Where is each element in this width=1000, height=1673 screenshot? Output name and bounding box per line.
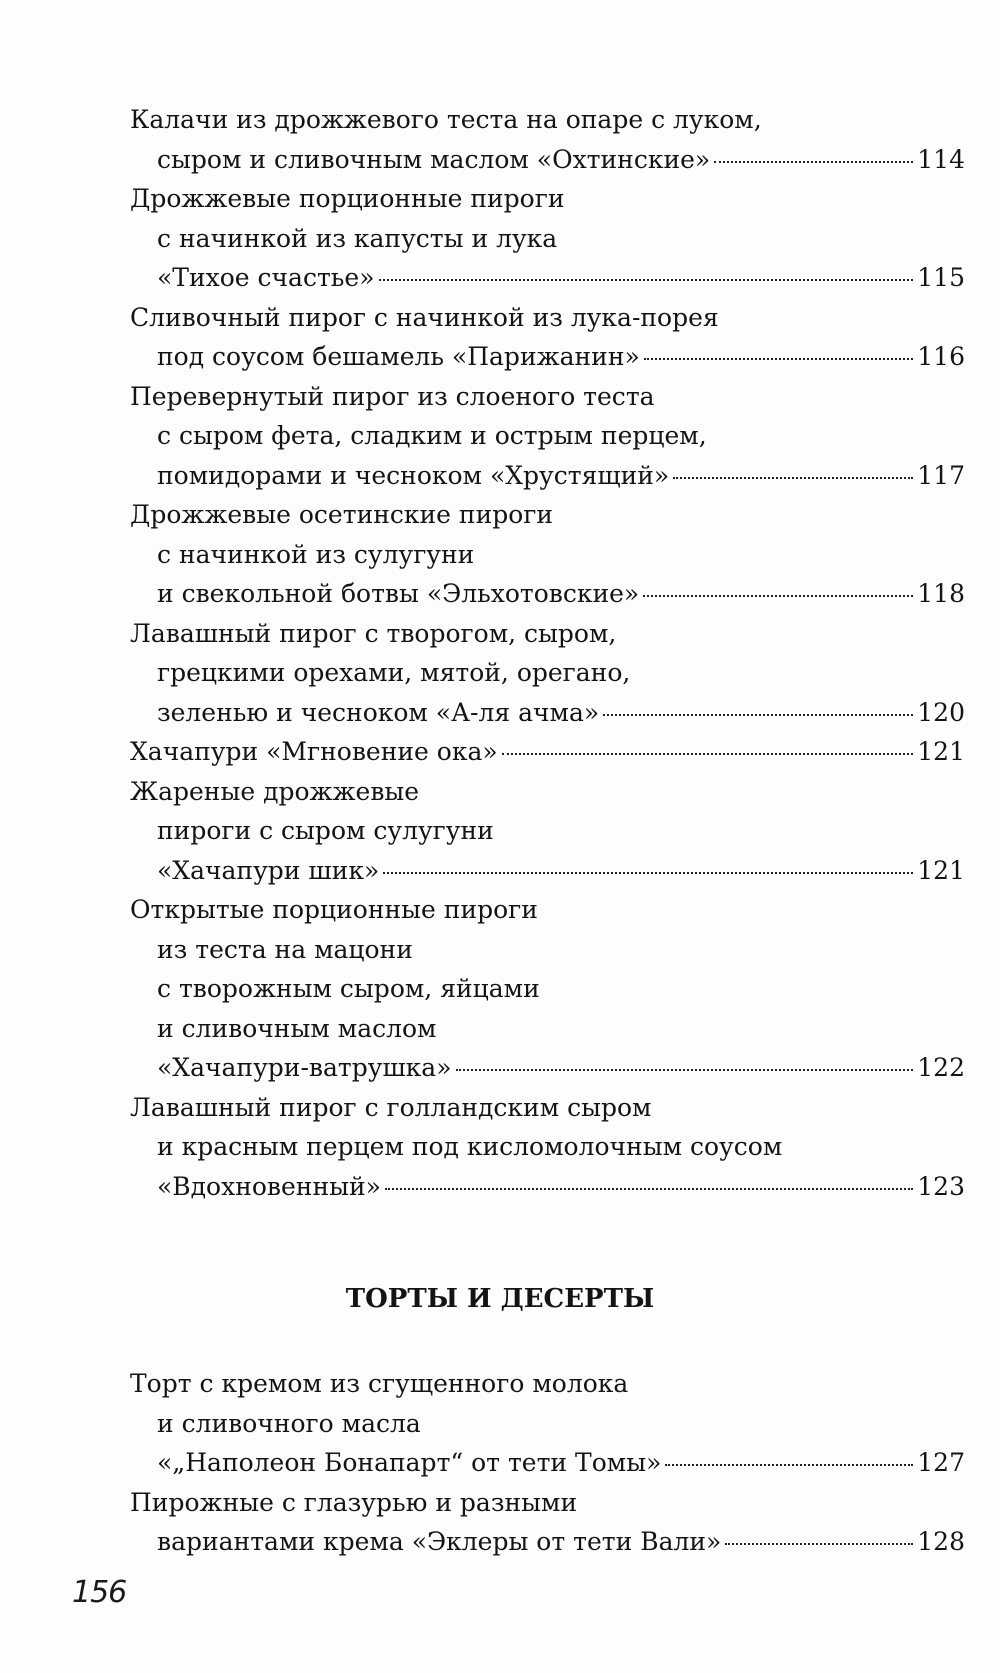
toc-entry-line: [130, 890, 965, 930]
table-of-contents-cakes: [130, 1364, 965, 1562]
table-of-contents-pies: [130, 100, 965, 1206]
toc-entry-line: [130, 100, 965, 140]
toc-entry-text: и сливочного масла: [157, 1408, 421, 1438]
toc-entry-text: с сыром фета, сладким и острым перцем,: [157, 421, 707, 450]
toc-entry-line: [130, 535, 965, 575]
toc-entry-line: [130, 1009, 965, 1049]
toc-entry-line: [130, 851, 965, 891]
toc-entry-line: [130, 574, 965, 614]
toc-entry-line: [130, 1048, 965, 1088]
toc-leader-row: [157, 1443, 965, 1483]
toc-entry-text: с начинкой из капусты и лука: [157, 223, 558, 253]
toc-entry-line: [130, 219, 965, 259]
toc-entry-text: зеленью и чесноком «А-ля ачма»: [157, 697, 600, 727]
toc-entry-line: [130, 969, 965, 1009]
toc-entry-text: Торт с кремом из сгущенного молока: [130, 1369, 629, 1398]
dot-leader: [603, 713, 913, 716]
toc-leader-row: [157, 1048, 965, 1088]
toc-entry-text: «Вдохновенный»: [157, 1171, 381, 1201]
toc-leader-row: [157, 258, 965, 298]
toc-entry-text: помидорами и чесноком «Хрустящий»: [157, 460, 670, 490]
toc-page-number: 128: [917, 1527, 965, 1556]
toc-entry-line: [130, 337, 965, 377]
toc-entry-line: [130, 1443, 965, 1483]
toc-page-number: 114: [917, 144, 965, 174]
toc-page-number: 115: [917, 263, 965, 292]
toc-page-number: 117: [917, 460, 965, 490]
toc-entry-text: под соусом бешамель «Парижанин»: [157, 342, 640, 371]
toc-leader-row: [157, 851, 965, 891]
dot-leader: [644, 357, 913, 360]
dot-leader: [379, 278, 914, 281]
toc-entry-text: с творожным сыром, яйцами: [157, 974, 540, 1003]
toc-entry-text: вариантами крема «Эклеры от тети Вали»: [157, 1527, 722, 1556]
toc-entry-line: [130, 772, 965, 812]
toc-entry: [130, 732, 965, 772]
toc-entry-line: [130, 1404, 965, 1444]
toc-entry-text: «Хачапури-ватрушка»: [157, 1053, 452, 1082]
toc-leader-row: [157, 574, 965, 614]
toc-entry-line: [130, 693, 965, 733]
toc-entry-text: с начинкой из сулугуни: [157, 539, 475, 569]
toc-entry-text: пироги с сыром сулугуни: [157, 816, 494, 845]
toc-entry-text: сыром и сливочным маслом «Охтинские»: [157, 144, 711, 174]
toc-leader-row: [157, 337, 965, 377]
toc-entry-line: [130, 653, 965, 693]
toc-page-number: 122: [917, 1053, 965, 1082]
toc-entry-text: и свекольной ботвы «Эльхотовские»: [157, 579, 640, 608]
toc-entry-text: и красным перцем под кисломолочным соусом: [157, 1132, 783, 1161]
toc-leader-row: [157, 456, 965, 496]
toc-entry-text: из теста на мацони: [157, 934, 413, 964]
toc-entry-text: Калачи из дрожжевого теста на опаре с луком,: [130, 105, 762, 134]
toc-entry-line: [130, 377, 965, 417]
toc-entry-text: «„Наполеон Бонапарт“ от тети Томы»: [157, 1448, 662, 1477]
toc-entry-text: «Тихое счастье»: [157, 263, 375, 292]
dot-leader: [665, 1463, 913, 1466]
toc-page-number: 121: [917, 737, 965, 766]
dot-leader: [456, 1068, 914, 1071]
toc-entry-text: Лавашный пирог с творогом, сыром,: [130, 618, 617, 648]
toc-entry-text: Пирожные с глазурью и разными: [130, 1487, 578, 1517]
dot-leader: [643, 594, 913, 597]
toc-entry: [130, 772, 965, 891]
toc-entry: [130, 1364, 965, 1483]
toc-page-number: 121: [917, 855, 965, 885]
toc-entry-line: [130, 1364, 965, 1404]
dot-leader: [502, 752, 914, 755]
toc-entry-line: [130, 140, 965, 180]
toc-entry-line: [130, 258, 965, 298]
toc-entry-text: Хачапури «Мгновение ока»: [130, 737, 498, 766]
toc-entry-text: Лавашный пирог с голландским сыром: [130, 1092, 652, 1122]
dot-leader: [673, 476, 913, 479]
toc-page-number: 123: [917, 1171, 965, 1201]
dot-leader: [383, 871, 913, 874]
toc-entry: [130, 890, 965, 1088]
toc-entry-line: [130, 416, 965, 456]
toc-entry-line: [130, 1088, 965, 1128]
toc-entry: [130, 298, 965, 377]
toc-page-number: 116: [917, 342, 965, 371]
toc-entry-text: Дрожжевые порционные пироги: [130, 184, 565, 213]
toc-entry-line: [130, 298, 965, 338]
toc-entry-line: [130, 614, 965, 654]
toc-entry: [130, 1088, 965, 1207]
toc-entry: [130, 1483, 965, 1562]
toc-entry-text: Открытые порционные пироги: [130, 895, 538, 924]
toc-entry: [130, 377, 965, 496]
toc-leader-row: [157, 1167, 965, 1207]
toc-entry: [130, 100, 965, 179]
toc-entry-line: [130, 1127, 965, 1167]
toc-entry: [130, 495, 965, 614]
toc-entry-text: Жареные дрожжевые: [130, 776, 420, 806]
toc-entry-line: [130, 456, 965, 496]
toc-entry-line: [130, 1167, 965, 1207]
toc-entry-line: [130, 1522, 965, 1562]
toc-entry-line: [130, 495, 965, 535]
section-title-cakes-desserts: ТОРТЫ И ДЕСЕРТЫ: [345, 1284, 655, 1314]
toc-leader-row: [157, 693, 965, 733]
toc-entry-line: [130, 1483, 965, 1523]
toc-entry-line: [130, 811, 965, 851]
dot-leader: [385, 1187, 913, 1190]
handwritten-page-number: 156: [72, 1575, 127, 1610]
toc-entry: [130, 614, 965, 733]
toc-page-number: 127: [917, 1448, 965, 1477]
toc-entry-line: [130, 732, 965, 772]
toc-leader-row: [157, 140, 965, 180]
toc-entry-text: Сливочный пирог с начинкой из лука-порея: [130, 302, 719, 332]
toc-entry-text: «Хачапури шик»: [157, 855, 380, 885]
toc-leader-row: [157, 1522, 965, 1562]
toc-leader-row: [130, 732, 965, 772]
toc-page-number: 120: [917, 697, 965, 727]
toc-entry: [130, 179, 965, 298]
toc-entry-text: грецкими орехами, мятой, орегано,: [157, 658, 631, 687]
toc-page-number: 118: [917, 579, 965, 608]
toc-entry-text: Перевернутый пирог из слоеного теста: [130, 381, 655, 411]
dot-leader: [725, 1542, 913, 1545]
toc-entry-line: [130, 179, 965, 219]
dot-leader: [714, 160, 913, 163]
toc-entry-text: Дрожжевые осетинские пироги: [130, 500, 554, 529]
toc-entry-text: и сливочным маслом: [157, 1013, 437, 1043]
toc-entry-line: [130, 930, 965, 970]
